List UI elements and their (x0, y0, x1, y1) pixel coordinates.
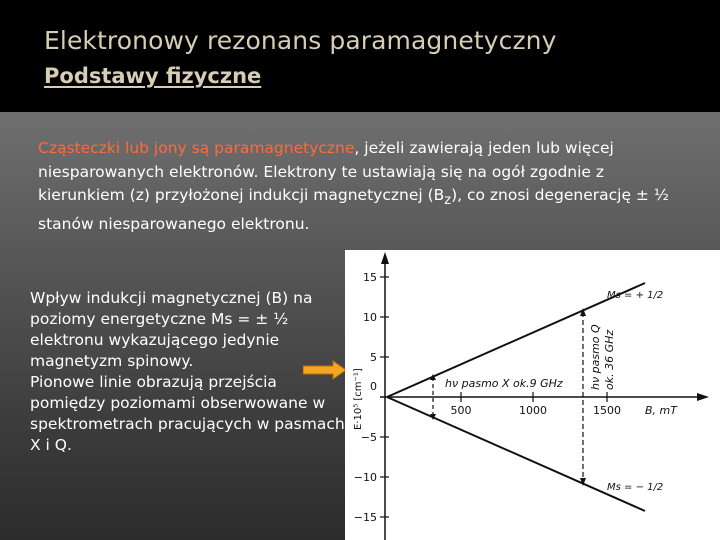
y-axis-label: E·10⁵ [cm⁻¹] (353, 368, 364, 430)
slide-subtitle: Podstawy fizyczne (44, 64, 262, 88)
pointer-arrow-icon (303, 360, 347, 380)
upper-level-label: Ms = + 1/2 (607, 290, 664, 301)
lead-highlight: Cząsteczki lub jony są paramagnetyczne (38, 139, 355, 157)
lead-text-1: , jeżeli zawierają jeden lub więcej niesparowanych elektronów. Elektrony te ustawiają się na ogół zgodnie z kierunkiem (z) przyłożonej indukcji magnetycznej (B (38, 139, 614, 204)
lead-subscript: z (444, 193, 452, 209)
y-tick-label: −15 (353, 511, 377, 524)
slide-header (0, 0, 720, 112)
y-tick-label: −10 (353, 471, 377, 484)
y-tick-label: 10 (363, 311, 377, 324)
x-band-label: hν pasmo X ok.9 GHz (445, 377, 563, 390)
energy-level-diagram (345, 250, 720, 540)
lead-paragraph (38, 137, 678, 236)
lower-level-label: Ms = − 1/2 (607, 482, 664, 493)
x-axis-label: B, mT (645, 404, 677, 417)
x-tick-label: 1000 (519, 404, 547, 417)
y-tick-label: 0 (370, 380, 377, 393)
x-tick-label: 500 (450, 404, 472, 417)
q-band-frequency-label: ok. 36 GHz (603, 329, 616, 390)
y-tick-label: 15 (363, 271, 377, 284)
side-paragraph-2: Pionowe linie obrazują przejścia pomiędzy poziomami obserwowane w spektrometrach pracujących w pasmach X i Q. (30, 373, 345, 454)
side-description (30, 288, 350, 456)
x-tick-label: 1500 (593, 404, 621, 417)
lead-text-2: ), co znosi degenerację ± ½ stanów niesparowanego elektronu. (38, 186, 669, 233)
y-tick-label: −5 (360, 431, 377, 444)
q-band-label: hν pasmo Q (589, 324, 602, 390)
y-tick-label: 5 (370, 351, 377, 364)
slide-title: Elektronowy rezonans paramagnetyczny (44, 26, 557, 55)
side-paragraph-1: Wpływ indukcji magnetycznej (B) na poziomy energetyczne Ms = ± ½ elektronu wykazującego jedynie magnetyzm spinowy. (30, 289, 313, 370)
